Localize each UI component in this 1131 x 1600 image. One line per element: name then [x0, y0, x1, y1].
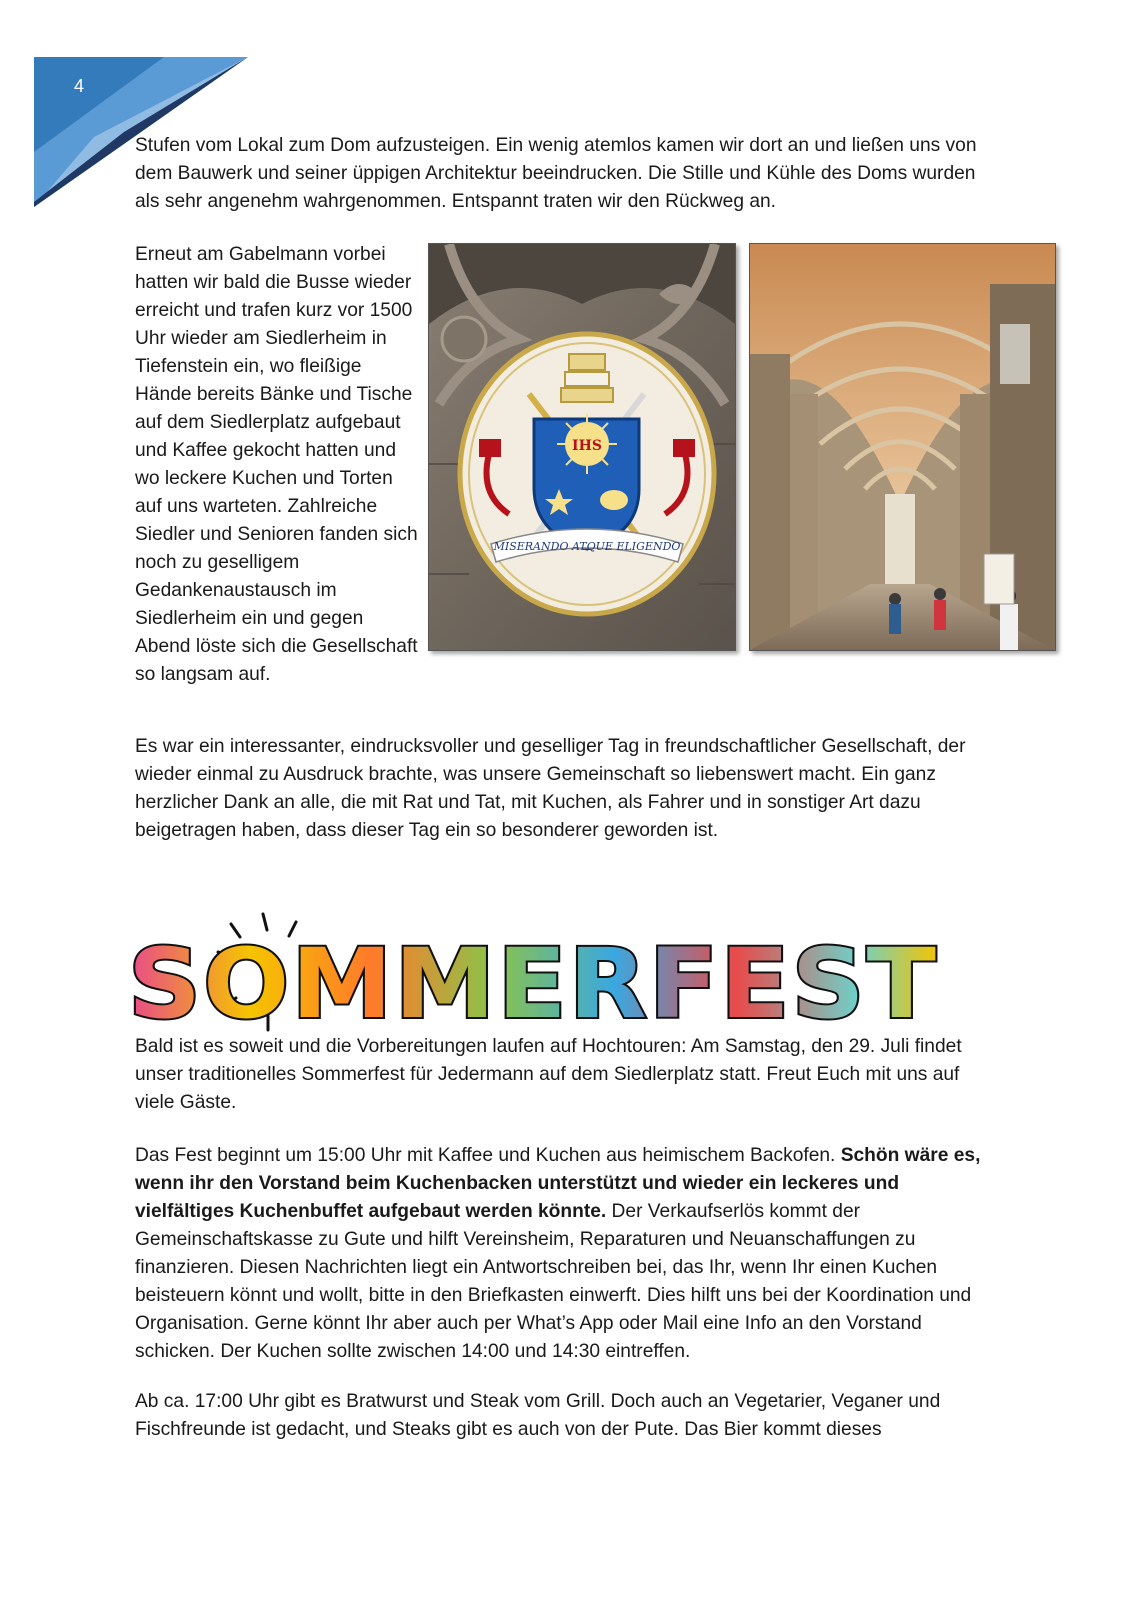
paragraph-dom-visit: Stufen vom Lokal zum Dom aufzusteigen. Ein wenig atemlos kamen wir dort an und ließen uns von dem Bauwerk und seiner üppigen Architektur beeindrucken. Die Stille und Kühle des Doms wurden als sehr angenehm wahrgenommen. Entspannt traten wir den Rückweg an. — [135, 135, 977, 212]
cake-request-bold: Schön wäre es, wenn ihr den Vorstand beim Kuchenbacken unterstützt und wieder ein leckeres und vielfältiges Kuchenbuffet aufgebaut werden könnte. — [135, 1145, 981, 1222]
page-number: 4 — [74, 76, 85, 96]
paragraph-thanks: Es war ein interessanter, eindrucksvoller und geselliger Tag in freundschaftlicher Gesellschaft, der wieder einmal zu Ausdruck brachte, was unsere Gemeinschaft so liebenswert macht. Ein ganz herzlicher Dank an alle, die mit Rat und Tat, mit Kuchen, als Fahrer und in sonstiger Art dazu beigetragen haben, dass dieser Tag ein so besonderer geworden ist. — [135, 736, 966, 841]
cake-details-text: Der Verkaufserlös kommt der Gemeinschaftskasse zu Gute und hilft Vereinsheim, Reparaturen und Neuanschaffungen zu finanzieren. Diesen Nachrichten liegt ein Antwortschreiben bei, das Ihr, wenn Ihr einen Kuchen beisteuern könnt und wollt, bitte in den Briefkasten einwerft. Dies hilft uns bei der Koordination und Organisation. Gerne könnt Ihr aber auch per What’s App oder Mail eine Info an den Vorstand schicken. Der Kuchen sollte zwischen 14:00 und 14:30 eintreffen. — [135, 1201, 972, 1362]
photo-cathedral-interior — [749, 243, 1056, 651]
cake-intro-text: Das Fest beginnt um 15:00 Uhr mit Kaffee und Kuchen aus heimischem Backofen. — [135, 1145, 841, 1166]
banner-title: SOMMERFEST — [128, 928, 938, 1032]
paragraph-cake-request — [135, 1142, 1000, 1366]
photo-coat-of-arms — [428, 243, 736, 651]
motto-text: MISERANDO ATQUE ELIGENDO — [493, 540, 681, 553]
sommerfest-banner — [128, 912, 964, 1032]
monogram-text: IHS — [572, 438, 602, 454]
paragraph-announcement: Bald ist es soweit und die Vorbereitungen laufen auf Hochtouren: Am Samstag, den 29. Juli findet unser traditionelles Sommerfest für Jedermann auf dem Siedlerplatz statt. Freut Euch mit uns auf viele Gäste. — [135, 1036, 962, 1113]
paragraph-return-trip: Erneut am Gabelmann vorbei hatten wir bald die Busse wieder erreicht und trafen kurz vor 1500 Uhr wieder am Siedlerheim in Tiefenstein ein, wo fleißige Hände bereits Bänke und Tische auf dem Siedlerplatz aufgebaut und Kaffee gekocht hatten und wo leckere Kuchen und Torten auf uns warteten. Zahlreiche Siedler und Senioren fanden sich noch zu geselligem Gedankenaustausch im Siedlerheim ein und gegen Abend löste sich die Gesellschaft so langsam auf. — [135, 244, 418, 685]
paragraph-grill: Ab ca. 17:00 Uhr gibt es Bratwurst und Steak vom Grill. Doch auch an Vegetarier, Veganer und Fischfreunde ist gedacht, und Steaks gibt es auch von der Pute. Das Bier kommt dieses — [135, 1391, 941, 1440]
